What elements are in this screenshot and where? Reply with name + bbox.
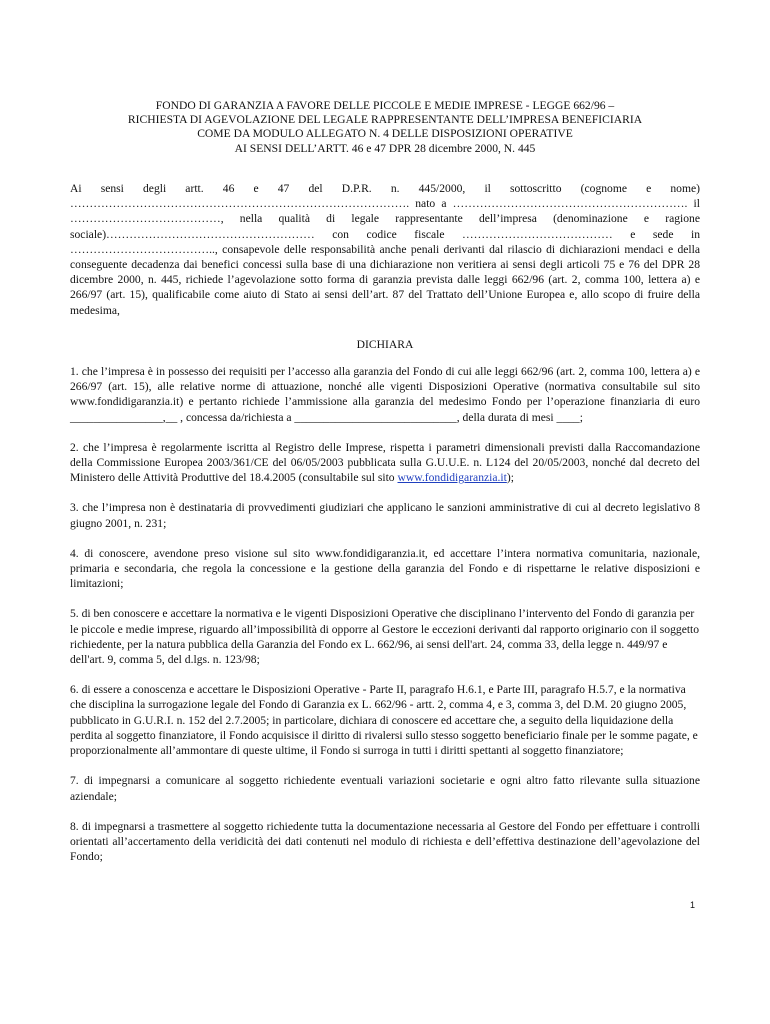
- declaration-item-2: [70, 440, 700, 486]
- intro-paragraph: Ai sensi degli artt. 46 e 47 del D.P.R. n. 445/2000, il sottoscritto (cognome e nome) ……………………………………………………………………………. nato a ……………………………………………………. il …………………………………, nella qualità di legale rappresentante dell’impresa (denominazione e ragione sociale)……………………………………………… con codice fiscale ………………………………… e sede in ……………………………….., consapevole delle responsabilità anche penali derivanti dal rilascio di dichiarazioni mendaci e della conseguente decadenza dai benefici concessi sulla base di una dichiarazione non veritiera ai sensi degli articoli 75 e 76 del DPR 28 dicembre 2000, n. 445, richiede l’agevolazione sotto forma di garanzia prevista dalle leggi 662/96 (art. 2, comma 100, lettera a) e 266/97 (art. 15), qualificabile come aiuto di Stato ai sensi dell’art. 87 del Trattato dell’Unione Europea e, allo scopo di fruire della medesima,: [70, 182, 700, 317]
- declaration-item-4: 4. di conoscere, avendone preso visione sul sito www.fondidigaranzia.it, ed accettare l’intera normativa comunitaria, nazionale, primaria e secondaria, che regola la concessione e la gestione della garanzia del Fondo e di rispettarne le relative disposizioni e limitazioni;: [70, 546, 700, 591]
- document-body: [70, 181, 700, 879]
- declaration-item-1: 1. che l’impresa è in possesso dei requisiti per l’accesso alla garanzia del Fondo di cui alle leggi 662/96 (art. 2, comma 100, lettera a) e 266/97 (art. 15), alle relative norme di attuazione, nonché alle vigenti Disposizioni Operative (normativa consultabile sul sito www.fondidigaranzia.it) e pertanto richiede l’ammissione alla garanzia del medesimo Fondo per l’operazione finanziaria di euro ________________,__ , concessa da/richiesta a ____________________________, della durata di mesi ____;: [70, 365, 700, 424]
- document-title: [60, 99, 710, 156]
- declaration-item-5: 5. di ben conoscere e accettare la normativa e le vigenti Disposizioni Operative che disciplinano l’intervento del Fondo di garanzia per le piccole e medie imprese, riguardo all’impossibilità di opporre al Gestore le eccezioni derivanti dal rapporto originario con il soggetto richiedente, per la natura pubblica della Garanzia del Fondo ex L. 662/96, ai sensi dell'art. 24, comma 33, della legge n. 449/97 e dell'art. 9, comma 5, del d.lgs. n. 123/98;: [70, 607, 700, 667]
- declaration-item-6: 6. di essere a conoscenza e accettare le Disposizioni Operative - Parte II, paragrafo H.6.1, e Parte III, paragrafo H.5.7, e la normativa che disciplina la surrogazione legale del Fondo di Garanzia ex L. 662/96 - artt. 2, comma 4, e 3, comma 3, del D.M. 20 giugno 2005, pubblicato in G.U.R.I. n. 152 del 2.7.2005; in particolare, dichiara di conoscere ed accettare che, a seguito della liquidazione della perdita al soggetto finanziatore, il Fondo acquisisce il diritto di rivalersi sullo stesso soggetto beneficiario finale per le somme pagate, e proporzionalmente all’ammontare di queste ultime, il Fondo si surroga in tutti i diritti spettanti al soggetto finanziatore;: [70, 683, 698, 758]
- title-line: AI SENSI DELL’ARTT. 46 e 47 DPR 28 dicembre 2000, N. 445: [234, 141, 536, 155]
- declaration-item-2-end: );: [506, 471, 514, 485]
- page-number: 1: [690, 900, 696, 910]
- title-line: RICHIESTA DI AGEVOLAZIONE DEL LEGALE RAPPRESENTANTE DELL’IMPRESA BENEFICIARIA: [127, 113, 643, 127]
- declaration-item-2-text: 2. che l’impresa è regolarmente iscritta al Registro delle Imprese, rispetta i parametri dimensionali previsti dalla Raccomandazione della Commissione Europea 2003/361/CE del 06/05/2003 pubblicata sulla G.U.U.E. n. L124 del 20/05/2003, nonché dal decreto del Ministero delle Attività Produttive del 18.4.2005 (consultabile sul sito: [70, 440, 700, 485]
- declaration-item-8: 8. di impegnarsi a trasmettere al soggetto richiedente tutta la documentazione necessaria al Gestore del Fondo per effettuare i controlli orientati all’accertamento della veridicità dei dati contenuti nel modulo di richiesta e dell’effettiva destinazione dell’agevolazione del Fondo;: [70, 819, 700, 864]
- declaration-item-3: 3. che l’impresa non è destinataria di provvedimenti giudiziari che applicano le sanzioni amministrative di cui al decreto legislativo 8 giugno 2001, n. 231;: [70, 501, 700, 530]
- fondidigaranzia-link[interactable]: www.fondidigaranzia.it: [397, 471, 507, 485]
- dichiara-heading: DICHIARA: [356, 337, 414, 351]
- title-line: FONDO DI GARANZIA A FAVORE DELLE PICCOLE E MEDIE IMPRESE - LEGGE 662/96 –: [155, 99, 615, 112]
- title-line: COME DA MODULO ALLEGATO N. 4 DELLE DISPOSIZIONI OPERATIVE: [197, 127, 573, 141]
- declaration-item-7: 7. di impegnarsi a comunicare al soggetto richiedente eventuali variazioni societarie e ogni altro fatto rilevante sulla situazione aziendale;: [70, 774, 700, 803]
